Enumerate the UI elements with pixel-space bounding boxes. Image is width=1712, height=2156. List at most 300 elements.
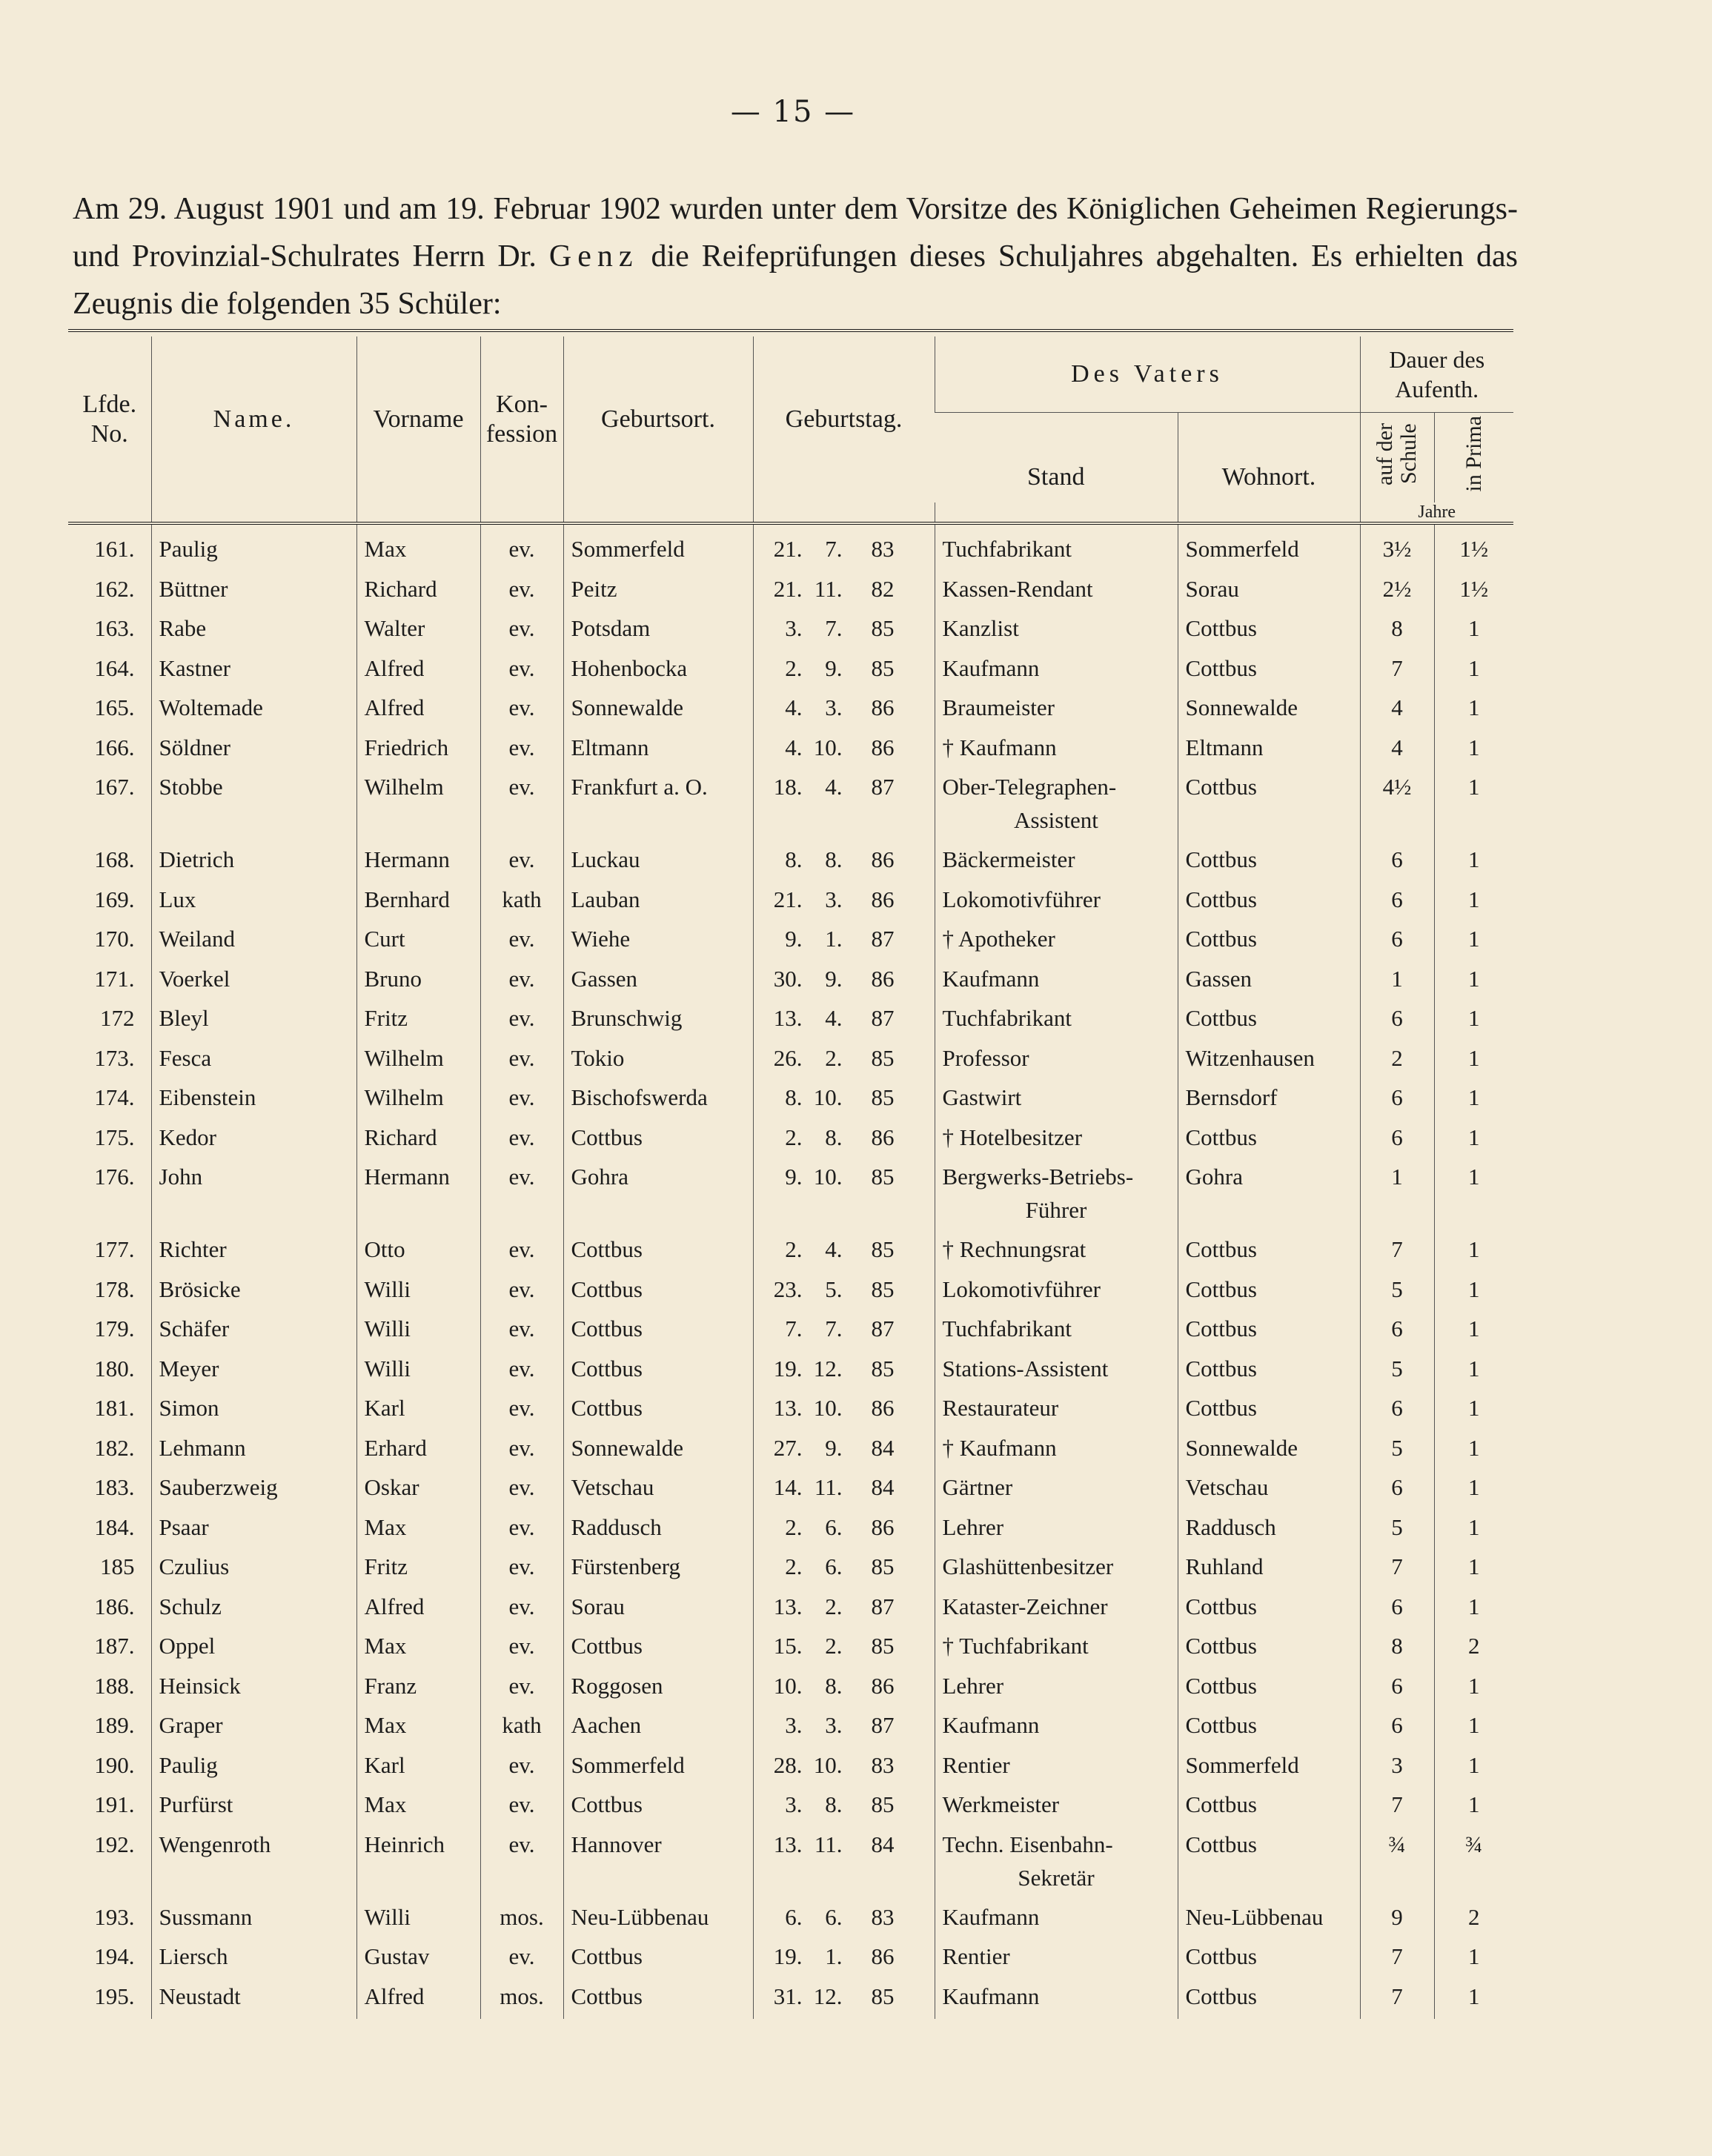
- cell-number: 167.: [94, 774, 135, 800]
- cell-auf-der-schule: 6: [1360, 922, 1434, 962]
- cell-geburtsort: Hohenbocka: [563, 651, 753, 691]
- cell-geburtstag: [753, 523, 935, 572]
- table-row: [68, 572, 1513, 612]
- header-auf-der-schule: [1360, 413, 1434, 503]
- birth-day: 31.: [773, 1983, 803, 2009]
- cell-geburtstag: [753, 1391, 935, 1431]
- cell-vorname: Hermann: [356, 843, 480, 883]
- cell-in-prima: 1: [1434, 1550, 1513, 1590]
- table-row: [68, 1980, 1513, 2020]
- cell-geburtstag: [753, 1669, 935, 1709]
- cell-number: 190.: [94, 1751, 135, 1778]
- stand-line-1: Kaufmann: [942, 965, 1040, 992]
- cell-in-prima: 1: [1434, 1980, 1513, 2020]
- cell-auf-der-schule: 5: [1360, 1352, 1434, 1392]
- stand-line-1: † Hotelbesitzer: [942, 1124, 1083, 1150]
- cell-auf-der-schule: 6: [1360, 1121, 1434, 1161]
- cell-konfession: ev.: [480, 611, 563, 651]
- cell-geburtsort: Aachen: [563, 1708, 753, 1748]
- cell-name: Schäfer: [151, 1312, 356, 1352]
- cell-number: 182.: [94, 1434, 135, 1461]
- cell-geburtstag: [753, 1748, 935, 1788]
- stand-line-1: Kaufmann: [942, 1712, 1040, 1738]
- cell-number: 161.: [94, 536, 135, 562]
- birth-year: 87: [871, 774, 895, 800]
- cell-vorname: Oskar: [356, 1470, 480, 1510]
- cell-konfession: ev.: [480, 1590, 563, 1630]
- cell-name: Weiland: [151, 922, 356, 962]
- cell-konfession: kath: [480, 883, 563, 923]
- birth-month: 10.: [813, 1164, 843, 1190]
- cell-konfession: ev.: [480, 1748, 563, 1788]
- table-row: [68, 731, 1513, 771]
- cell-wohnort: Neu-Lübbenau: [1178, 1900, 1360, 1940]
- birth-day: 14.: [773, 1474, 803, 1500]
- header-geburtstag: Geburtstag.: [753, 336, 935, 502]
- cell-stand: [935, 843, 1178, 883]
- cell-wohnort: Eltmann: [1178, 731, 1360, 771]
- birth-month: 6.: [825, 1903, 843, 1930]
- cell-number: 166.: [94, 734, 135, 760]
- birth-month: 7.: [825, 1316, 843, 1341]
- birth-month: 4.: [825, 1236, 843, 1262]
- cell-wohnort: Cottbus: [1178, 651, 1360, 691]
- cell-konfession: kath: [480, 1708, 563, 1748]
- cell-name: John: [151, 1160, 356, 1233]
- cell-konfession: ev.: [480, 651, 563, 691]
- cell-geburtstag: [753, 1708, 935, 1748]
- cell-geburtsort: Cottbus: [563, 1629, 753, 1669]
- stand-line-1: Bergwerks-Betriebs-: [942, 1164, 1134, 1190]
- cell-auf-der-schule: 6: [1360, 1081, 1434, 1121]
- cell-geburtsort: Neu-Lübbenau: [563, 1900, 753, 1940]
- cell-geburtstag: [753, 1273, 935, 1313]
- birth-day: 3.: [785, 1791, 803, 1817]
- cell-number: 183.: [94, 1474, 135, 1500]
- cell-geburtstag: [753, 1001, 935, 1041]
- cell-in-prima: 2: [1434, 1629, 1513, 1669]
- cell-konfession: ev.: [480, 922, 563, 962]
- cell-geburtstag: [753, 1470, 935, 1510]
- header-auf-der-schule-text: auf der Schule: [1373, 422, 1421, 485]
- cell-konfession: ev.: [480, 843, 563, 883]
- cell-geburtstag: [753, 1121, 935, 1161]
- cell-geburtstag: [753, 1788, 935, 1828]
- table-row: [68, 1788, 1513, 1828]
- cell-vorname: Gustav: [356, 1940, 480, 1980]
- stand-line-1: Kanzlist: [942, 615, 1019, 641]
- cell-geburtstag: [753, 1160, 935, 1233]
- cell-vorname: Fritz: [356, 1550, 480, 1590]
- cell-name: Paulig: [151, 523, 356, 572]
- cell-wohnort: Cottbus: [1178, 611, 1360, 651]
- cell-in-prima: 1: [1434, 1470, 1513, 1510]
- cell-number: 165.: [94, 694, 135, 720]
- cell-konfession: ev.: [480, 523, 563, 572]
- stand-line-1: Kaufmann: [942, 1903, 1040, 1930]
- cell-geburtsort: Sonnewalde: [563, 1431, 753, 1471]
- table-row: [68, 1629, 1513, 1669]
- cell-in-prima: 1: [1434, 922, 1513, 962]
- table-body: [68, 523, 1513, 2019]
- cell-geburtsort: Cottbus: [563, 1788, 753, 1828]
- stand-line-1: Tuchfabrikant: [942, 536, 1072, 562]
- stand-line-1: Professor: [942, 1044, 1029, 1071]
- cell-vorname: Bruno: [356, 962, 480, 1002]
- birth-month: 2.: [825, 1044, 843, 1071]
- birth-month: 8.: [825, 1672, 843, 1699]
- header-vorname: Vorname: [356, 336, 480, 502]
- birth-day: 26.: [773, 1044, 803, 1071]
- cell-stand: [935, 523, 1178, 572]
- cell-geburtsort: Sonnewalde: [563, 691, 753, 731]
- intro-paragraph: [73, 185, 1518, 328]
- cell-konfession: ev.: [480, 691, 563, 731]
- birth-month: 1.: [825, 926, 843, 952]
- birth-month: 10.: [813, 1751, 843, 1778]
- stand-line-1: Braumeister: [942, 694, 1055, 720]
- table-row: [68, 883, 1513, 923]
- table-row: [68, 1312, 1513, 1352]
- cell-geburtstag: [753, 922, 935, 962]
- cell-vorname: Alfred: [356, 691, 480, 731]
- cell-wohnort: Cottbus: [1178, 1828, 1360, 1900]
- cell-wohnort: Sommerfeld: [1178, 1748, 1360, 1788]
- cell-number: 168.: [94, 846, 135, 872]
- cell-in-prima: 1½: [1434, 572, 1513, 612]
- cell-name: Sussmann: [151, 1900, 356, 1940]
- cell-geburtstag: [753, 1510, 935, 1550]
- cell-auf-der-schule: 7: [1360, 1550, 1434, 1590]
- cell-geburtsort: Cottbus: [563, 1273, 753, 1313]
- cell-vorname: Max: [356, 1788, 480, 1828]
- cell-vorname: Erhard: [356, 1431, 480, 1471]
- cell-geburtstag: [753, 1940, 935, 1980]
- cell-vorname: Alfred: [356, 1980, 480, 2020]
- cell-number: 170.: [94, 926, 135, 952]
- cell-stand: [935, 1828, 1178, 1900]
- cell-number: 172: [100, 1005, 135, 1031]
- birth-month: 5.: [825, 1276, 843, 1302]
- birth-month: 3.: [825, 1712, 843, 1738]
- cell-wohnort: Sonnewalde: [1178, 1431, 1360, 1471]
- cell-name: Meyer: [151, 1352, 356, 1392]
- stand-line-1: Rentier: [942, 1751, 1010, 1778]
- cell-wohnort: Cottbus: [1178, 1001, 1360, 1041]
- cell-stand: [935, 1470, 1178, 1510]
- cell-in-prima: 1: [1434, 1121, 1513, 1161]
- cell-name: Liersch: [151, 1940, 356, 1980]
- cell-wohnort: Cottbus: [1178, 883, 1360, 923]
- cell-geburtstag: [753, 883, 935, 923]
- cell-konfession: ev.: [480, 1940, 563, 1980]
- cell-number: 186.: [94, 1593, 135, 1619]
- table-row: [68, 1748, 1513, 1788]
- table-row: [68, 962, 1513, 1002]
- cell-number: 195.: [94, 1983, 135, 2009]
- cell-konfession: ev.: [480, 1470, 563, 1510]
- cell-name: Heinsick: [151, 1669, 356, 1709]
- cell-auf-der-schule: 6: [1360, 1708, 1434, 1748]
- cell-in-prima: 1: [1434, 1352, 1513, 1392]
- cell-name: Rabe: [151, 611, 356, 651]
- birth-year: 86: [871, 886, 895, 912]
- cell-auf-der-schule: ¾: [1360, 1828, 1434, 1900]
- cell-name: Schulz: [151, 1590, 356, 1630]
- birth-year: 84: [871, 1474, 895, 1500]
- birth-day: 28.: [773, 1751, 803, 1778]
- cell-auf-der-schule: 8: [1360, 1629, 1434, 1669]
- cell-auf-der-schule: 6: [1360, 1001, 1434, 1041]
- cell-vorname: Max: [356, 523, 480, 572]
- cell-in-prima: 1: [1434, 962, 1513, 1002]
- cell-wohnort: Cottbus: [1178, 1352, 1360, 1392]
- cell-wohnort: Cottbus: [1178, 1629, 1360, 1669]
- stand-line-2: Führer: [1025, 1197, 1087, 1223]
- cell-stand: [935, 922, 1178, 962]
- birth-year: 87: [871, 1593, 895, 1619]
- cell-geburtstag: [753, 1041, 935, 1081]
- cell-wohnort: Sonnewalde: [1178, 691, 1360, 731]
- birth-day: 7.: [785, 1316, 803, 1341]
- cell-geburtsort: Cottbus: [563, 1940, 753, 1980]
- cell-geburtstag: [753, 1980, 935, 2020]
- birth-year: 83: [871, 1903, 895, 1930]
- cell-konfession: ev.: [480, 1041, 563, 1081]
- birth-day: 13.: [773, 1005, 803, 1031]
- cell-stand: [935, 611, 1178, 651]
- cell-number: 193.: [94, 1903, 135, 1930]
- cell-number: 181.: [94, 1395, 135, 1421]
- cell-vorname: Max: [356, 1629, 480, 1669]
- cell-in-prima: 1: [1434, 1669, 1513, 1709]
- cell-konfession: ev.: [480, 1550, 563, 1590]
- table-row: [68, 1828, 1513, 1900]
- birth-day: 13.: [773, 1395, 803, 1421]
- table-row: [68, 1273, 1513, 1313]
- cell-konfession: ev.: [480, 1160, 563, 1233]
- birth-year: 87: [871, 1005, 895, 1031]
- table-row: [68, 1001, 1513, 1041]
- cell-geburtsort: Fürstenberg: [563, 1550, 753, 1590]
- cell-stand: [935, 1629, 1178, 1669]
- birth-day: 18.: [773, 774, 803, 800]
- cell-wohnort: Cottbus: [1178, 1391, 1360, 1431]
- cell-geburtsort: Lauban: [563, 883, 753, 923]
- birth-month: 2.: [825, 1593, 843, 1619]
- birth-month: 3.: [825, 694, 843, 720]
- cell-in-prima: 1: [1434, 1312, 1513, 1352]
- cell-auf-der-schule: 4½: [1360, 770, 1434, 843]
- cell-vorname: Bernhard: [356, 883, 480, 923]
- cell-konfession: ev.: [480, 1391, 563, 1431]
- stand-line-1: Stations-Assistent: [942, 1355, 1109, 1382]
- cell-geburtsort: Sommerfeld: [563, 1748, 753, 1788]
- cell-stand: [935, 572, 1178, 612]
- birth-year: 86: [871, 734, 895, 760]
- birth-day: 21.: [773, 536, 803, 562]
- cell-wohnort: Cottbus: [1178, 1669, 1360, 1709]
- cell-name: Kastner: [151, 651, 356, 691]
- cell-geburtsort: Brunschwig: [563, 1001, 753, 1041]
- birth-month: 6.: [825, 1513, 843, 1540]
- cell-stand: [935, 1273, 1178, 1313]
- cell-wohnort: Sorau: [1178, 572, 1360, 612]
- stand-line-1: Ober-Telegraphen-: [942, 774, 1117, 800]
- stand-line-1: Gärtner: [942, 1474, 1013, 1500]
- birth-month: 12.: [813, 1983, 843, 2009]
- birth-year: 85: [871, 1236, 895, 1262]
- birth-month: 6.: [825, 1553, 843, 1579]
- cell-number: 184.: [94, 1513, 135, 1540]
- cell-geburtstag: [753, 843, 935, 883]
- cell-geburtsort: Roggosen: [563, 1669, 753, 1709]
- cell-auf-der-schule: 4: [1360, 691, 1434, 731]
- header-dauer: Dauer des Aufenth.: [1360, 336, 1513, 413]
- cell-wohnort: Bernsdorf: [1178, 1081, 1360, 1121]
- birth-year: 82: [871, 575, 895, 602]
- cell-wohnort: Ruhland: [1178, 1550, 1360, 1590]
- birth-year: 86: [871, 1943, 895, 1969]
- cell-name: Purfürst: [151, 1788, 356, 1828]
- cell-auf-der-schule: 1: [1360, 1160, 1434, 1233]
- cell-konfession: ev.: [480, 962, 563, 1002]
- birth-day: 2.: [785, 1236, 803, 1262]
- birth-day: 10.: [773, 1672, 803, 1699]
- cell-wohnort: Cottbus: [1178, 1273, 1360, 1313]
- header-konfession: Kon- fession: [480, 336, 563, 502]
- cell-auf-der-schule: 2: [1360, 1041, 1434, 1081]
- cell-geburtstag: [753, 1590, 935, 1630]
- stand-line-1: † Tuchfabrikant: [942, 1633, 1089, 1659]
- cell-geburtstag: [753, 770, 935, 843]
- birth-day: 27.: [773, 1434, 803, 1461]
- cell-in-prima: 1: [1434, 1233, 1513, 1273]
- stand-line-1: Glashüttenbesitzer: [942, 1553, 1114, 1579]
- cell-name: Czulius: [151, 1550, 356, 1590]
- cell-konfession: mos.: [480, 1900, 563, 1940]
- cell-konfession: ev.: [480, 1233, 563, 1273]
- birth-year: 87: [871, 926, 895, 952]
- cell-name: Graper: [151, 1708, 356, 1748]
- birth-day: 15.: [773, 1633, 803, 1659]
- birth-month: 11.: [814, 575, 843, 602]
- cell-stand: [935, 1940, 1178, 1980]
- cell-number: 179.: [94, 1316, 135, 1341]
- cell-number: 189.: [94, 1712, 135, 1738]
- table-row: [68, 1470, 1513, 1510]
- cell-konfession: ev.: [480, 1352, 563, 1392]
- cell-name: Woltemade: [151, 691, 356, 731]
- cell-stand: [935, 1669, 1178, 1709]
- cell-geburtstag: [753, 1081, 935, 1121]
- table-row: [68, 1352, 1513, 1392]
- cell-geburtsort: Bischofswerda: [563, 1081, 753, 1121]
- cell-stand: [935, 1590, 1178, 1630]
- cell-stand: [935, 1510, 1178, 1550]
- cell-wohnort: Vetschau: [1178, 1470, 1360, 1510]
- table-row: [68, 691, 1513, 731]
- cell-geburtsort: Hannover: [563, 1828, 753, 1900]
- birth-month: 1.: [825, 1943, 843, 1969]
- cell-geburtstag: [753, 1352, 935, 1392]
- cell-in-prima: 1: [1434, 1708, 1513, 1748]
- cell-auf-der-schule: 1: [1360, 962, 1434, 1002]
- cell-vorname: Karl: [356, 1391, 480, 1431]
- cell-number: 164.: [94, 654, 135, 681]
- cell-geburtsort: Cottbus: [563, 1121, 753, 1161]
- cell-name: Lehmann: [151, 1431, 356, 1471]
- cell-auf-der-schule: 6: [1360, 883, 1434, 923]
- table-row: [68, 1041, 1513, 1081]
- table-row: [68, 1391, 1513, 1431]
- cell-auf-der-schule: 5: [1360, 1273, 1434, 1313]
- birth-year: 84: [871, 1831, 895, 1857]
- table-row: [68, 1121, 1513, 1161]
- cell-auf-der-schule: 7: [1360, 651, 1434, 691]
- cell-konfession: ev.: [480, 731, 563, 771]
- birth-month: 7.: [825, 536, 843, 562]
- cell-vorname: Alfred: [356, 1590, 480, 1630]
- cell-wohnort: Cottbus: [1178, 843, 1360, 883]
- birth-year: 86: [871, 1672, 895, 1699]
- cell-number: 174.: [94, 1084, 135, 1110]
- cell-name: Kedor: [151, 1121, 356, 1161]
- birth-month: 4.: [825, 1005, 843, 1031]
- cell-vorname: Otto: [356, 1233, 480, 1273]
- cell-number: 173.: [94, 1044, 135, 1071]
- table-row: [68, 1510, 1513, 1550]
- cell-auf-der-schule: 9: [1360, 1900, 1434, 1940]
- graduates-table: [68, 329, 1513, 2019]
- cell-geburtsort: Sommerfeld: [563, 523, 753, 572]
- cell-in-prima: 1½: [1434, 523, 1513, 572]
- cell-vorname: Willi: [356, 1312, 480, 1352]
- cell-wohnort: Gohra: [1178, 1160, 1360, 1233]
- cell-stand: [935, 1081, 1178, 1121]
- cell-stand: [935, 1980, 1178, 2020]
- birth-year: 85: [871, 1791, 895, 1817]
- cell-in-prima: 1: [1434, 1590, 1513, 1630]
- cell-in-prima: 2: [1434, 1900, 1513, 1940]
- birth-month: 9.: [825, 965, 843, 992]
- stand-line-1: † Apotheker: [942, 926, 1055, 952]
- table-row: [68, 1550, 1513, 1590]
- table-header: [68, 331, 1513, 523]
- birth-day: 8.: [785, 1084, 803, 1110]
- stand-line-1: Kassen-Rendant: [942, 575, 1093, 602]
- birth-day: 2.: [785, 1553, 803, 1579]
- stand-line-1: Lehrer: [942, 1513, 1004, 1540]
- cell-number: 163.: [94, 615, 135, 641]
- cell-auf-der-schule: 7: [1360, 1233, 1434, 1273]
- birth-month: 9.: [825, 654, 843, 681]
- table-row: [68, 1900, 1513, 1940]
- birth-year: 85: [871, 654, 895, 681]
- cell-vorname: Richard: [356, 1121, 480, 1161]
- cell-stand: [935, 1391, 1178, 1431]
- cell-auf-der-schule: 6: [1360, 1312, 1434, 1352]
- cell-in-prima: 1: [1434, 1391, 1513, 1431]
- cell-wohnort: Cottbus: [1178, 1708, 1360, 1748]
- cell-stand: [935, 1900, 1178, 1940]
- birth-day: 21.: [773, 575, 803, 602]
- birth-day: 9.: [785, 1164, 803, 1190]
- cell-stand: [935, 1233, 1178, 1273]
- cell-name: Richter: [151, 1233, 356, 1273]
- cell-konfession: ev.: [480, 1828, 563, 1900]
- cell-stand: [935, 1550, 1178, 1590]
